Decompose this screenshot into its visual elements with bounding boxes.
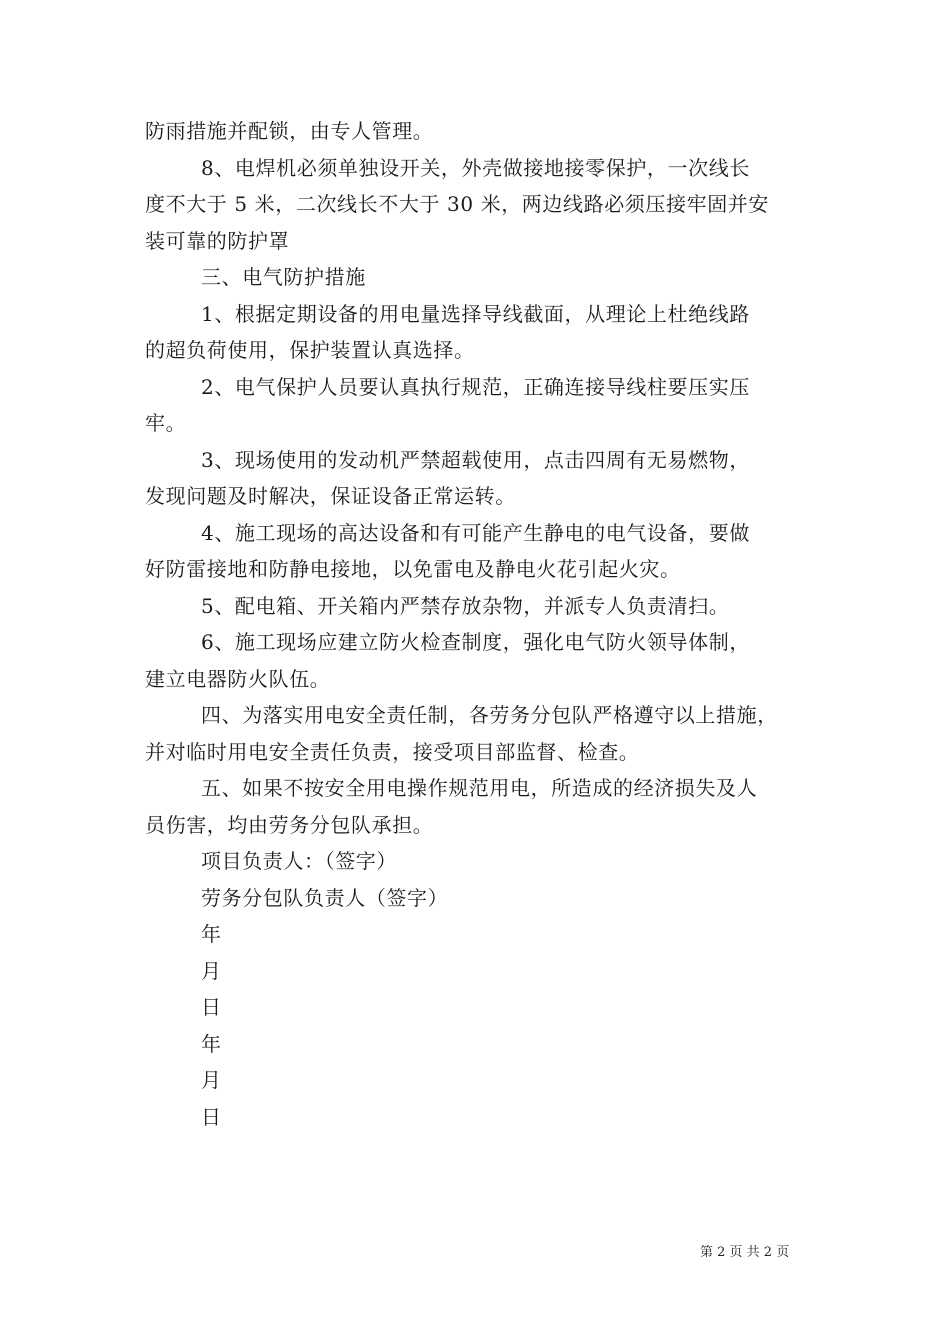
text-line: 度不大于 5 米，二次线长不大于 30 米，两边线路必须压接牢固并安: [145, 192, 770, 216]
page-number: 第 2 页 共 2 页: [700, 1245, 790, 1260]
text-line: 1、根据定期设备的用电量选择导线截面，从理论上杜绝线路: [201, 301, 750, 326]
signature-label: 劳务分包队负责人（签字）: [201, 885, 449, 910]
signature-label: 项目负责人：（签字）: [201, 849, 397, 873]
date-day-label: 日: [201, 995, 222, 1019]
text-line: 并对临时用电安全责任负责，接受项目部监督、检查。: [145, 739, 640, 764]
date-month-label: 月: [201, 1068, 222, 1092]
text-line: 6、施工现场应建立防火检查制度，强化电气防火领导体制，: [201, 630, 750, 654]
text-line: 2、电气保护人员要认真执行规范，正确连接导线柱要压实压: [201, 374, 750, 399]
text-line: 8、电焊机必须单独设开关，外壳做接地接零保护，一次线长: [201, 155, 750, 180]
text-line: 防雨措施并配锁，由专人管理。: [145, 119, 434, 143]
text-line: 建立电器防火队伍。: [145, 666, 331, 691]
text-line: 员伤害，均由劳务分包队承担。: [145, 812, 434, 837]
date-day-label: 日: [201, 1104, 222, 1129]
text-line: 好防雷接地和防静电接地，以免雷电及静电火花引起火灾。: [145, 557, 681, 581]
text-line: 5、配电箱、开关箱内严禁存放杂物，并派专人负责清扫。: [201, 593, 730, 618]
text-line: 四、为落实用电安全责任制，各劳务分包队严格遵守以上措施，: [201, 703, 778, 727]
text-line: 的超负荷使用，保护装置认真选择。: [145, 338, 475, 362]
date-year-label: 年: [201, 1031, 222, 1056]
date-month-label: 月: [201, 958, 222, 983]
text-line: 4、施工现场的高达设备和有可能产生静电的电气设备，要做: [201, 520, 750, 545]
section-heading: 三、电气防护措施: [201, 265, 366, 289]
date-year-label: 年: [201, 922, 222, 946]
text-line: 装可靠的防护罩: [145, 228, 290, 253]
text-line: 3、现场使用的发动机严禁超载使用，点击四周有无易燃物，: [201, 447, 750, 472]
text-line: 五、如果不按安全用电操作规范用电，所造成的经济损失及人: [201, 776, 758, 800]
text-line: 牢。: [145, 411, 187, 435]
text-line: 发现问题及时解决，保证设备正常运转。: [145, 484, 516, 508]
document-body: [145, 113, 815, 1135]
